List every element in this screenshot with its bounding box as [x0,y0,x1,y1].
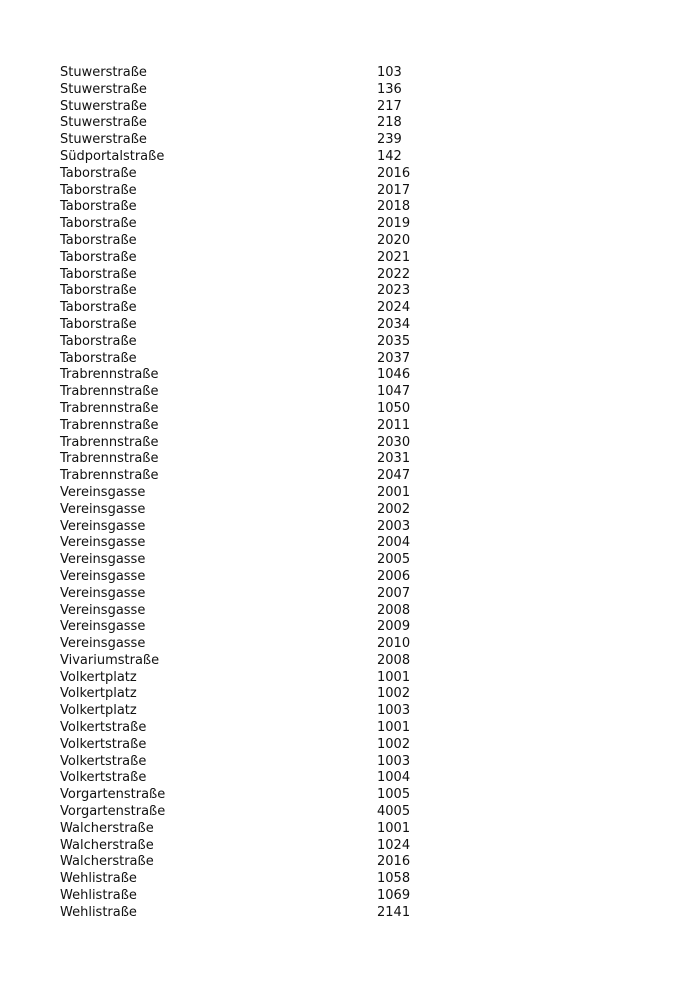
street-number: 2034 [377,316,411,332]
table-row [60,603,460,620]
table-row [60,283,460,300]
table-row [60,619,460,636]
table-row [60,720,460,737]
street-number: 2024 [377,300,411,316]
street-name: Vorgartenstraße [60,787,166,803]
table-row [60,871,460,888]
street-name: Volkertplatz [60,703,137,719]
street-name: Taborstraße [60,232,137,248]
street-name: Trabrennstraße [60,468,159,484]
street-name: Stuwerstraße [60,81,147,97]
street-name: Stuwerstraße [60,115,147,131]
street-name: Stuwerstraße [60,132,147,148]
street-name: Taborstraße [60,199,137,215]
street-name: Wehlistraße [60,904,137,920]
street-number: 1069 [377,888,411,904]
street-name: Vereinsgasse [60,501,146,517]
table-row [60,233,460,250]
table-row [60,770,460,787]
street-number: 2008 [377,602,411,618]
table-row [60,216,460,233]
table-row [60,351,460,368]
street-number: 217 [377,98,402,114]
table-row [60,754,460,771]
street-number: 2016 [377,854,411,870]
street-name: Trabrennstraße [60,367,159,383]
table-row [60,300,460,317]
table-row [60,418,460,435]
table-row [60,804,460,821]
street-number: 239 [377,132,402,148]
table-row [60,838,460,855]
street-number-table [60,65,460,922]
table-row [60,552,460,569]
street-name: Vereinsgasse [60,585,146,601]
street-number: 2017 [377,182,411,198]
table-row [60,686,460,703]
street-number: 1024 [377,837,411,853]
table-row [60,569,460,586]
street-number: 2021 [377,249,411,265]
street-number: 2003 [377,518,411,534]
street-name: Volkertplatz [60,686,137,702]
street-number: 2010 [377,636,411,652]
street-number: 142 [377,148,402,164]
street-number: 2023 [377,283,411,299]
street-name: Volkertstraße [60,753,147,769]
table-row [60,502,460,519]
street-number: 1046 [377,367,411,383]
street-name: Trabrennstraße [60,434,159,450]
street-name: Taborstraße [60,182,137,198]
table-row [60,149,460,166]
table-row [60,166,460,183]
street-name: Taborstraße [60,350,137,366]
street-name: Walcherstraße [60,837,154,853]
table-row [60,267,460,284]
street-name: Volkertstraße [60,720,147,736]
street-name: Vivariumstraße [60,652,160,668]
street-number: 2031 [377,451,411,467]
street-number: 2005 [377,552,411,568]
street-number: 1001 [377,820,411,836]
street-number: 2018 [377,199,411,215]
street-number: 2011 [377,417,411,433]
street-name: Vereinsgasse [60,602,146,618]
street-number: 2030 [377,434,411,450]
table-row [60,334,460,351]
street-number: 2006 [377,568,411,584]
street-name: Trabrennstraße [60,400,159,416]
street-number: 1003 [377,753,411,769]
street-number: 1002 [377,686,411,702]
street-number: 2037 [377,350,411,366]
street-number: 1001 [377,669,411,685]
street-number: 2004 [377,535,411,551]
table-row [60,199,460,216]
table-row [60,451,460,468]
table-row [60,384,460,401]
street-number: 2020 [377,232,411,248]
table-row [60,821,460,838]
table-row [60,99,460,116]
street-name: Taborstraße [60,333,137,349]
table-row [60,905,460,922]
street-number: 1047 [377,384,411,400]
table-row [60,485,460,502]
street-name: Taborstraße [60,249,137,265]
table-row [60,586,460,603]
street-number: 103 [377,65,402,80]
street-number: 1058 [377,871,411,887]
street-number: 2035 [377,333,411,349]
street-name: Volkertplatz [60,669,137,685]
table-row [60,82,460,99]
street-number: 4005 [377,804,411,820]
table-row [60,132,460,149]
street-name: Taborstraße [60,216,137,232]
table-row [60,317,460,334]
street-name: Vereinsgasse [60,484,146,500]
street-number: 2016 [377,165,411,181]
table-row [60,636,460,653]
street-number: 1004 [377,770,411,786]
street-name: Wehlistraße [60,888,137,904]
table-row [60,367,460,384]
street-number: 1003 [377,703,411,719]
street-number: 1050 [377,400,411,416]
street-name: Walcherstraße [60,820,154,836]
street-name: Trabrennstraße [60,417,159,433]
street-number: 218 [377,115,402,131]
table-row [60,653,460,670]
street-number: 1002 [377,736,411,752]
street-name: Wehlistraße [60,871,137,887]
street-number: 2009 [377,619,411,635]
table-row [60,519,460,536]
table-row [60,401,460,418]
table-row [60,115,460,132]
street-name: Stuwerstraße [60,65,147,80]
table-row [60,250,460,267]
table-row [60,670,460,687]
street-number: 1001 [377,720,411,736]
street-number: 2002 [377,501,411,517]
street-name: Trabrennstraße [60,384,159,400]
street-name: Taborstraße [60,316,137,332]
table-row [60,888,460,905]
street-number: 2007 [377,585,411,601]
table-row [60,65,460,82]
street-name: Vereinsgasse [60,518,146,534]
street-name: Vereinsgasse [60,619,146,635]
street-name: Vereinsgasse [60,568,146,584]
table-row [60,854,460,871]
street-name: Volkertstraße [60,770,147,786]
street-number: 2022 [377,266,411,282]
table-row [60,737,460,754]
street-name: Taborstraße [60,266,137,282]
street-number: 136 [377,81,402,97]
table-row [60,435,460,452]
street-name: Taborstraße [60,300,137,316]
street-number: 2047 [377,468,411,484]
table-row [60,468,460,485]
street-name: Vereinsgasse [60,636,146,652]
street-number: 1005 [377,787,411,803]
street-name: Trabrennstraße [60,451,159,467]
street-name: Walcherstraße [60,854,154,870]
street-name: Südportalstraße [60,148,165,164]
table-row [60,183,460,200]
street-number: 2008 [377,652,411,668]
table-row [60,535,460,552]
street-number: 2141 [377,904,411,920]
street-name: Vereinsgasse [60,552,146,568]
street-name: Stuwerstraße [60,98,147,114]
table-row [60,703,460,720]
street-name: Vereinsgasse [60,535,146,551]
street-name: Taborstraße [60,283,137,299]
table-row [60,787,460,804]
street-number: 2019 [377,216,411,232]
street-number: 2001 [377,484,411,500]
street-name: Volkertstraße [60,736,147,752]
street-name: Taborstraße [60,165,137,181]
street-name: Vorgartenstraße [60,804,166,820]
